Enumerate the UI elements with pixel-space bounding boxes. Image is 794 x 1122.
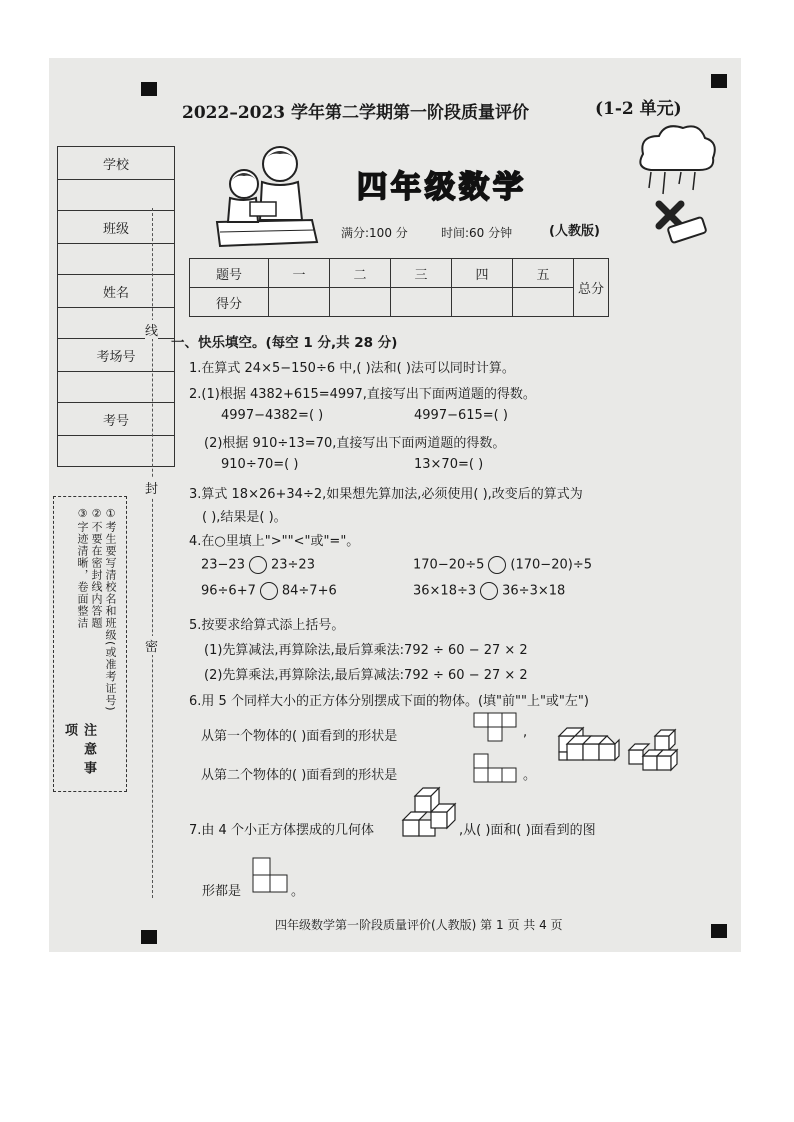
question-1: 1.在算式 24×5−150÷6 中,( )法和( )法可以同时计算。 (189, 361, 515, 376)
view-shape-t (473, 712, 517, 744)
notice-item: ②不要在密封线内答题 (90, 507, 103, 629)
score-header-cell: 四 (452, 259, 513, 288)
exam-number-label: 考号 (58, 403, 175, 436)
unit-range: (1-2 单元) (595, 99, 682, 119)
cube-object-2 (627, 728, 687, 778)
question-2: 2.(1)根据 4382+615=4997,直接写出下面两道题的得数。 (189, 387, 536, 402)
school-label: 学校 (58, 147, 175, 180)
exam-number-field[interactable] (58, 436, 175, 467)
edition: (人教版) (549, 224, 600, 239)
registration-mark (711, 74, 727, 88)
subject-heading: 四年级数学 (357, 170, 527, 205)
score-cell[interactable] (391, 288, 452, 317)
page-footer: 四年级数学第一阶段质量评价(人教版) 第 1 页 共 4 页 (275, 918, 563, 932)
question-5: 5.按要求给算式添上括号。 (189, 618, 345, 633)
score-header-cell: 二 (330, 259, 391, 288)
binding-mark-secret: 密 (145, 636, 158, 655)
exam-paper (49, 58, 741, 952)
question-6-blank-a: 从第一个物体的( )面看到的形状是 (201, 729, 398, 744)
exam-room-field[interactable] (58, 372, 175, 403)
question-2-blank-b: 4997−615=( ) (414, 408, 508, 423)
punctuation: 。 (291, 884, 305, 899)
binding-mark-line: 线 (145, 320, 158, 339)
question-6: 6.用 5 个同样大小的正方体分别摆成下面的物体。(填"前""上"或"左") (189, 694, 589, 709)
compare-left: 96÷6+7 (201, 583, 256, 599)
question-7-end: 形都是 (202, 884, 242, 899)
exam-title: 2022–2023 学年第二学期第一阶段质量评价 (182, 103, 530, 123)
question-3-cont: ( ),结果是( )。 (202, 510, 287, 525)
compare-left: 36×18÷3 (413, 583, 477, 599)
compare-right: 36÷3×18 (502, 583, 566, 599)
cube-object-3 (401, 786, 457, 844)
score-cell[interactable] (513, 288, 574, 317)
school-field[interactable] (58, 180, 175, 211)
class-label: 班级 (58, 211, 175, 244)
question-7-cont: ,从( )面和( )面看到的图 (459, 823, 596, 838)
score-cell[interactable] (330, 288, 391, 317)
cloud-pencil-decoration (629, 118, 719, 252)
score-cell[interactable] (452, 288, 513, 317)
question-2-part-2: (2)根据 910÷13=70,直接写出下面两道题的得数。 (204, 436, 506, 451)
exam-room-label: 考场号 (58, 339, 175, 372)
children-reading-illustration (212, 142, 322, 258)
score-row-label: 得分 (190, 288, 269, 317)
compare-row (413, 582, 565, 600)
class-field[interactable] (58, 244, 175, 275)
question-5-part-1: (1)先算减法,再算除法,最后算乘法:792 ÷ 60 − 27 × 2 (204, 643, 528, 658)
view-shape-l (473, 753, 519, 785)
total-score-header: 总分 (574, 259, 609, 317)
compare-row (201, 582, 337, 600)
question-3: 3.算式 18×26+34÷2,如果想先算加法,必须使用( ),改变后的算式为 (189, 487, 583, 502)
compare-row (201, 556, 315, 574)
compare-row (413, 556, 592, 574)
binding-mark-seal: 封 (145, 478, 158, 497)
compare-right: 23÷23 (270, 557, 315, 573)
question-7: 7.由 4 个小正方体摆成的几何体 (189, 823, 374, 838)
score-header-cell: 一 (269, 259, 330, 288)
compare-circle[interactable] (260, 582, 278, 600)
time-limit: 时间:60 分钟 (441, 226, 513, 240)
score-table (189, 258, 609, 317)
question-2-blank-d: 13×70=( ) (414, 457, 484, 472)
compare-circle[interactable] (488, 556, 506, 574)
student-info-table (57, 146, 175, 467)
compare-right: 84÷7+6 (281, 583, 337, 599)
compare-circle[interactable] (480, 582, 498, 600)
compare-circle[interactable] (249, 556, 267, 574)
notice-title: 注意事项 (62, 723, 96, 780)
compare-right: (170−20)÷5 (510, 557, 592, 573)
score-header-cell: 三 (391, 259, 452, 288)
question-5-part-2: (2)先算乘法,再算除法,最后算减法:792 ÷ 60 − 27 × 2 (204, 668, 528, 683)
score-header-cell: 五 (513, 259, 574, 288)
notice-box (53, 496, 127, 792)
cube-object-1 (557, 718, 621, 770)
section-heading: 一、快乐填空。(每空 1 分,共 28 分) (171, 335, 398, 351)
notice-item: ①考生要写清校名和班级(或准考证号) (104, 507, 117, 712)
registration-mark (141, 930, 157, 944)
name-label: 姓名 (58, 275, 175, 308)
registration-mark (711, 924, 727, 938)
compare-left: 23−23 (201, 557, 245, 573)
score-cell[interactable] (269, 288, 330, 317)
score-header-cell: 题号 (190, 259, 269, 288)
question-4: 4.在○里填上">""<"或"="。 (189, 534, 360, 549)
view-shape-q7 (251, 856, 289, 896)
question-6-blank-b: 从第二个物体的( )面看到的形状是 (201, 768, 398, 783)
compare-left: 170−20÷5 (413, 557, 485, 573)
full-score: 满分:100 分 (341, 226, 408, 240)
punctuation: 。 (523, 768, 537, 783)
question-2-blank-c: 910÷70=( ) (221, 457, 299, 472)
notice-item: ③字迹清晰，卷面整洁 (76, 507, 89, 629)
registration-mark (141, 82, 157, 96)
binding-line (152, 208, 153, 898)
punctuation: , (523, 725, 528, 740)
question-2-blank-a: 4997−4382=( ) (221, 408, 324, 423)
